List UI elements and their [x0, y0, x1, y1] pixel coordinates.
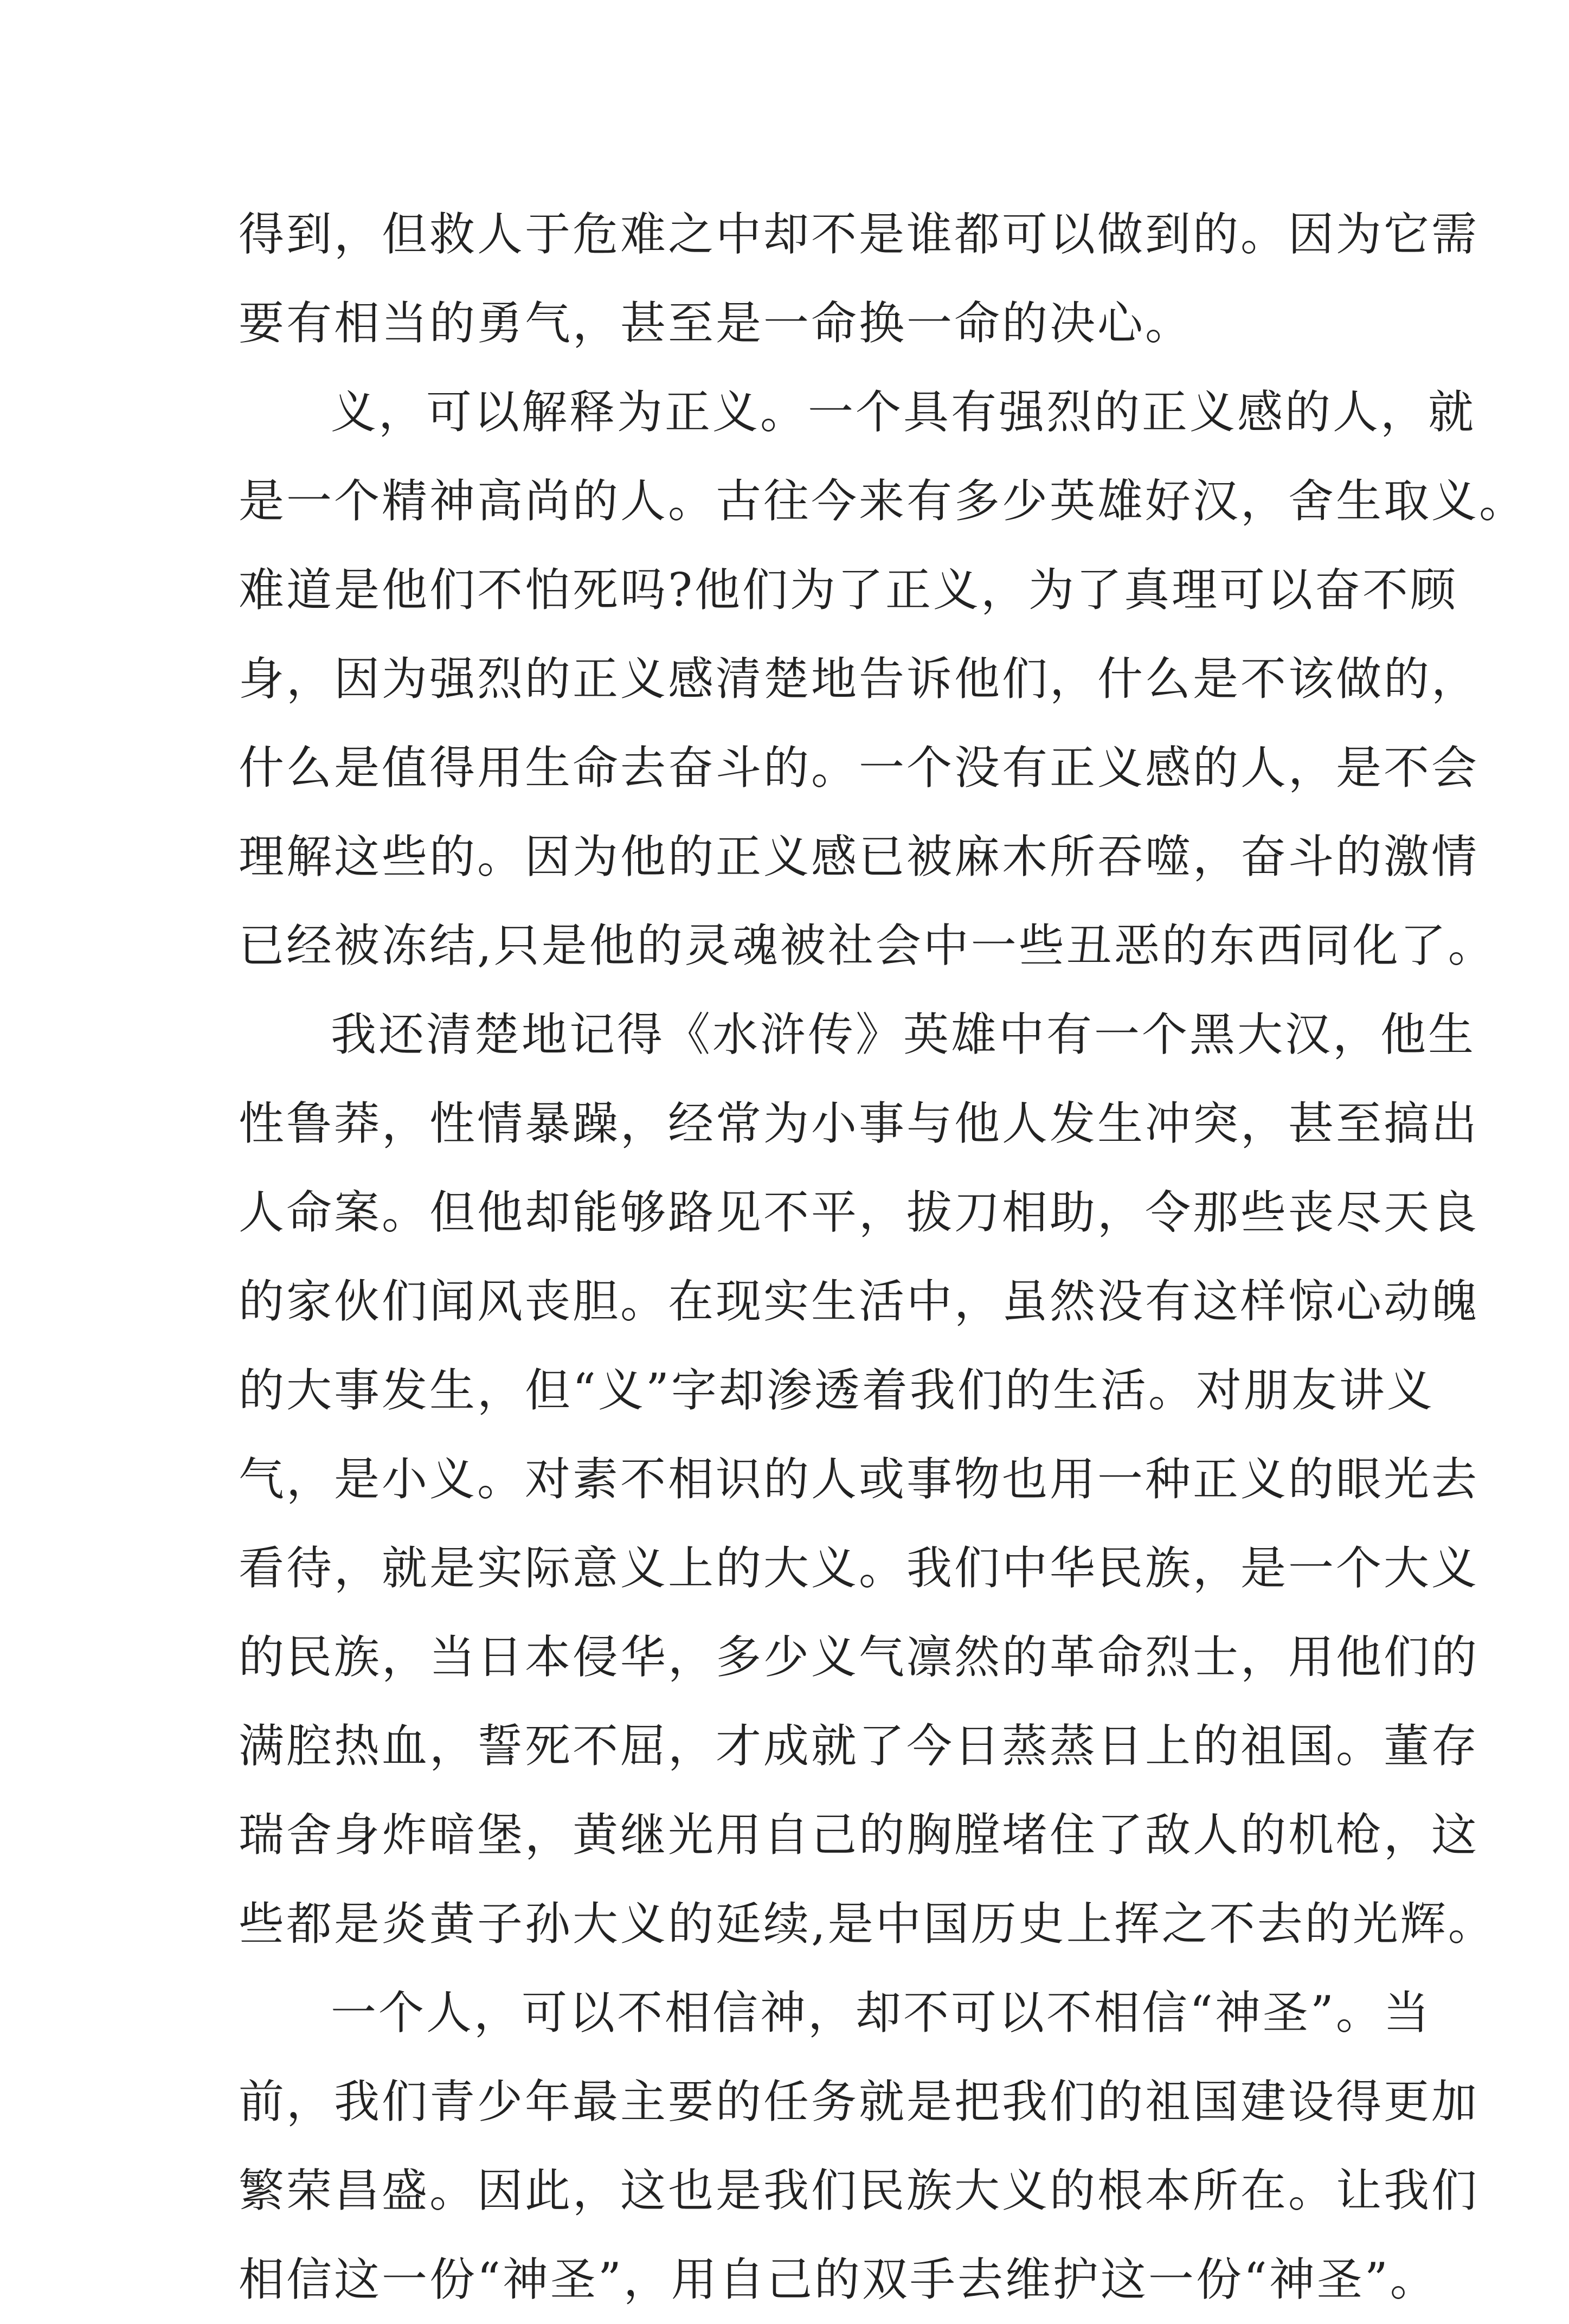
text-line: 一个人，可以不相信神，却不可以不相信“神圣”。当 — [331, 1986, 1431, 2039]
text-line: 身，因为强烈的正义感清楚地告诉他们，什么是不该做的， — [239, 652, 1480, 705]
text-line: 气，是小义。对素不相识的人或事物也用一种正义的眼光去 — [239, 1453, 1480, 1506]
text-line: 得到，但救人于危难之中却不是谁都可以做到的。因为它需 — [239, 208, 1480, 261]
text-line: 的民族，当日本侵华，多少义气凛然的革命烈士，用他们的 — [239, 1630, 1480, 1684]
text-line: 我还清楚地记得《水浒传》英雄中有一个黑大汉，他生 — [331, 1008, 1476, 1061]
text-line: 人命案。但他却能够路见不平，拔刀相助，令那些丧尽天良 — [239, 1186, 1480, 1239]
text-line: 性鲁莽，性情暴躁，经常为小事与他人发生冲突，甚至搞出 — [239, 1097, 1480, 1150]
text-line: 前，我们青少年最主要的任务就是把我们的祖国建设得更加 — [239, 2075, 1480, 2128]
text-line: 理解这些的。因为他的正义感已被麻木所吞噬，奋斗的激情 — [239, 830, 1480, 883]
text-line: 相信这一份“神圣”，用自己的双手去维护这一份“神圣”。 — [239, 2253, 1438, 2306]
text-line: 已经被冻结,只是他的灵魂被社会中一些丑恶的东西同化了。 — [239, 919, 1496, 972]
text-line: 瑞舍身炸暗堡，黄继光用自己的胸膛堵住了敌人的机枪，这 — [239, 1808, 1480, 1861]
text-line: 的大事发生，但“义”字却渗透着我们的生活。对朋友讲义 — [239, 1364, 1435, 1417]
text-line: 义，可以解释为正义。一个具有强烈的正义感的人，就 — [331, 386, 1476, 439]
text-line: 看待，就是实际意义上的大义。我们中华民族，是一个大义 — [239, 1542, 1480, 1595]
document-body — [239, 190, 1527, 2324]
text-line: 难道是他们不怕死吗?他们为了正义，为了真理可以奋不顾 — [239, 563, 1458, 617]
text-line: 些都是炎黄子孙大义的延续,是中国历史上挥之不去的光辉。 — [239, 1897, 1496, 1950]
text-line: 什么是值得用生命去奋斗的。一个没有正义感的人，是不会 — [239, 741, 1480, 794]
text-line: 的家伙们闻风丧胆。在现实生活中，虽然没有这样惊心动魄 — [239, 1275, 1480, 1328]
text-line: 是一个精神高尚的人。古往今来有多少英雄好汉，舍生取义。 — [239, 474, 1527, 528]
text-line: 要有相当的勇气，甚至是一命换一命的决心。 — [239, 297, 1193, 350]
text-line: 满腔热血，誓死不屈，才成就了今日蒸蒸日上的祖国。董存 — [239, 1719, 1480, 1773]
text-line: 繁荣昌盛。因此，这也是我们民族大义的根本所在。让我们 — [239, 2164, 1480, 2217]
